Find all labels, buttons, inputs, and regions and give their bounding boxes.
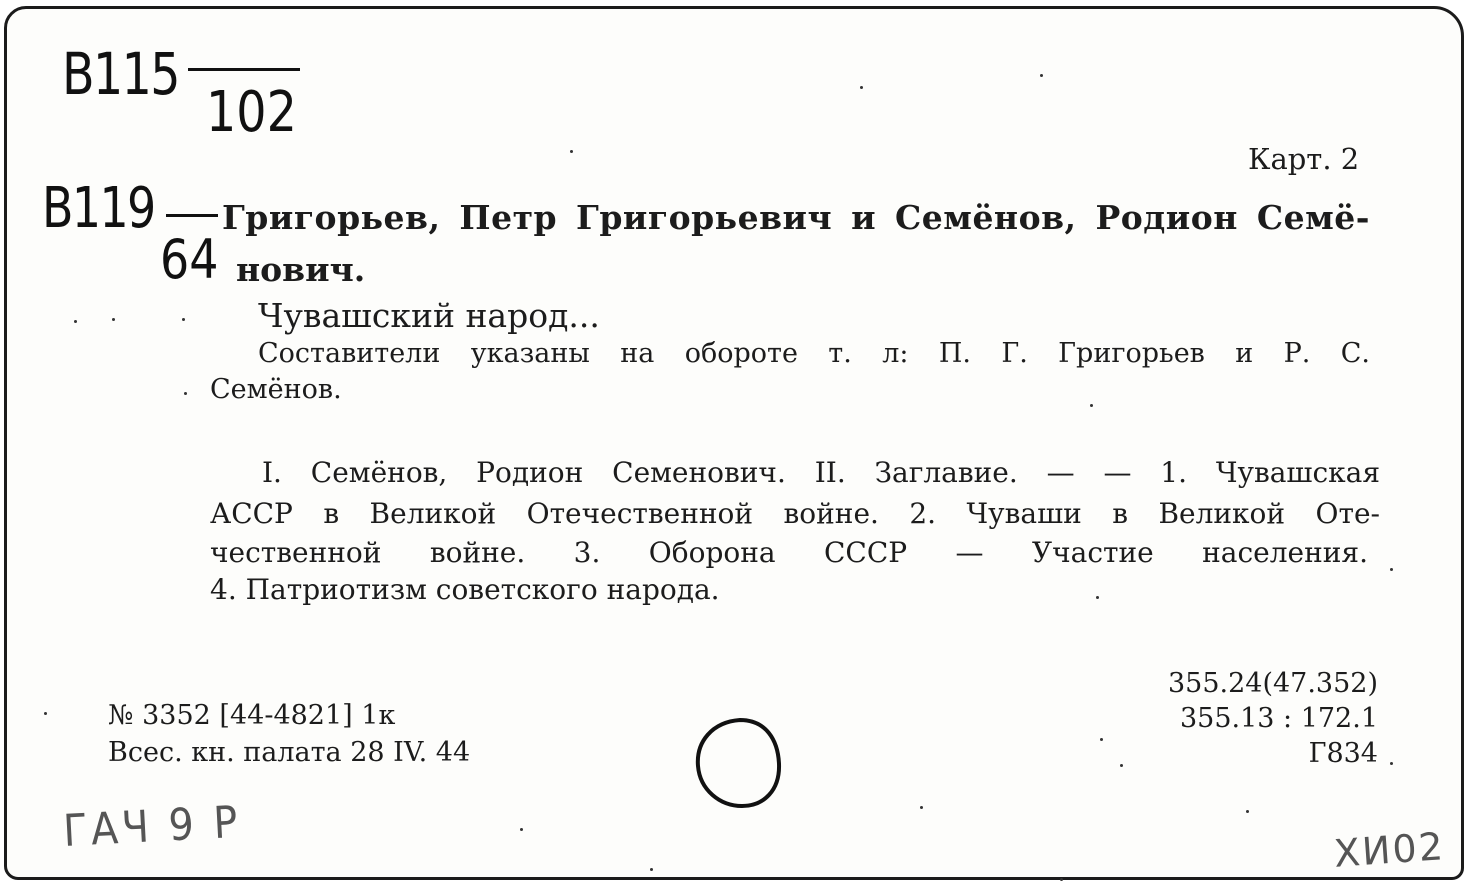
stamp-bottom-right: ХИ02: [1332, 824, 1447, 876]
heading-line-2: нович.: [236, 250, 366, 289]
shelfmark-2-sub: 64: [160, 228, 219, 291]
card-number: Карт. 2: [1248, 142, 1360, 176]
shelfmark-1-rule: [188, 68, 300, 71]
tracings-line-3: чественной войне. 3. Оборона СССР — Участие населения.: [210, 536, 1368, 569]
note-line-1: Составители указаны на обороте т. л: П. Г. Григорьев и Р. С.: [258, 338, 1370, 369]
tracings-line-2: АССР в Великой Отечественной войне. 2. Чуваши в Великой Оте-: [210, 497, 1380, 530]
heading-line-1: Григорьев, Петр Григорьевич и Семёнов, Родион Семё-: [222, 198, 1370, 237]
tracings-line-1: I. Семёнов, Родион Семенович. II. Заглавие. — — 1. Чувашская: [262, 456, 1380, 489]
classification-1: 355.24(47.352): [1167, 668, 1378, 699]
shelfmark-2-dash: [166, 214, 218, 217]
classification-3: Г834: [1308, 738, 1378, 769]
shelfmark-2-main: B119: [42, 176, 155, 241]
shelfmark-1-main: B115: [62, 40, 179, 108]
shelfmark-1-sub: 102: [206, 80, 297, 145]
title: Чувашский народ...: [258, 296, 600, 335]
classification-2: 355.13 : 172.1: [1179, 703, 1378, 734]
tracings-line-4: 4. Патриотизм советского народа.: [210, 573, 720, 606]
stamp-bottom-left: ГАЧ 9 Р: [62, 796, 243, 857]
note-line-2: Семёнов.: [210, 374, 342, 405]
registry-stamp: Всес. кн. палата 28 IV. 44: [108, 737, 471, 768]
accession-number: № 3352 [44-4821] 1к: [108, 700, 396, 731]
